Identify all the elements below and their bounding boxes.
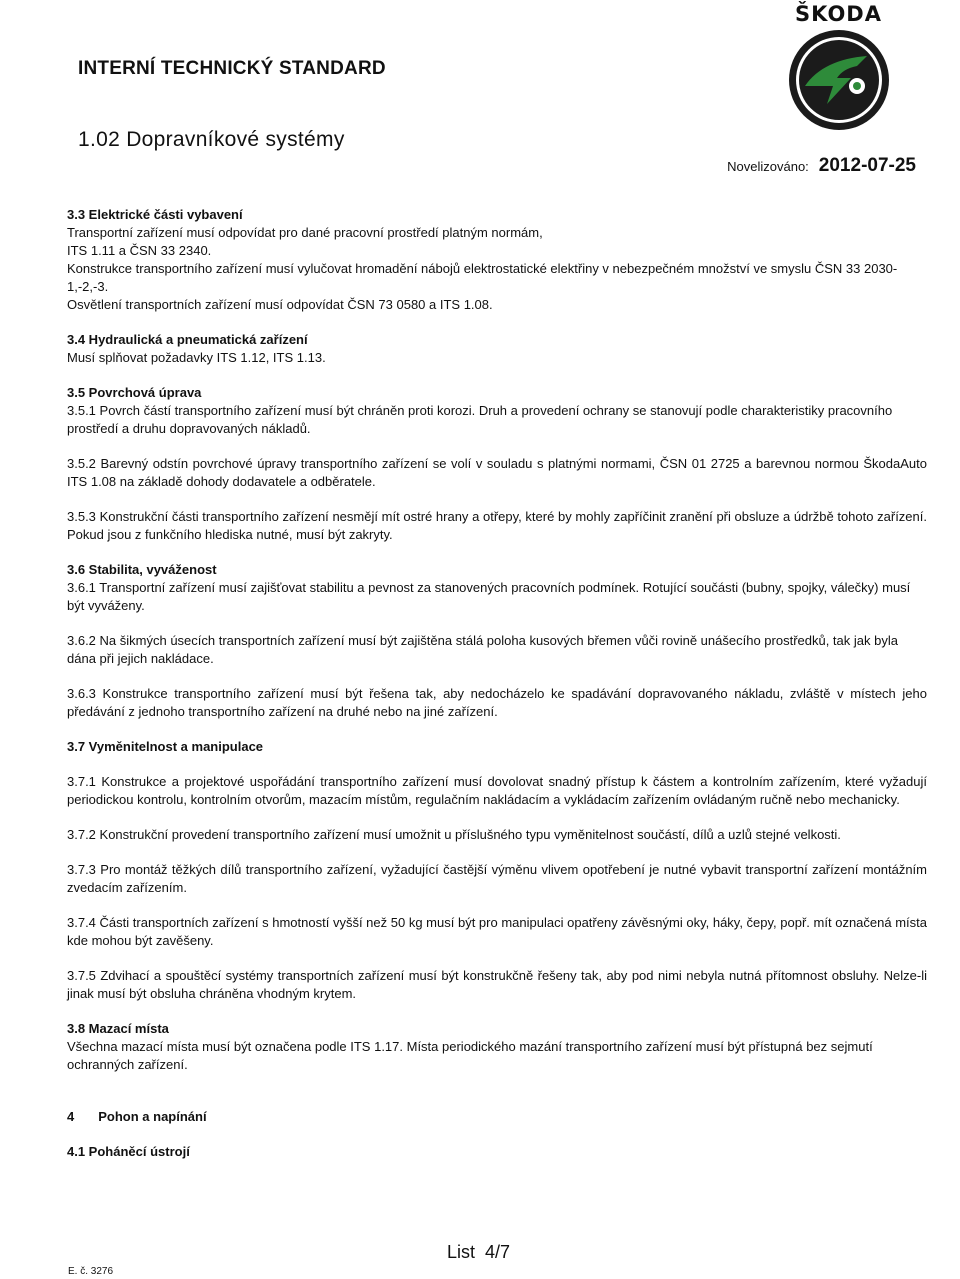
section-3-3-line-1: Transportní zařízení musí odpovídat pro dané pracovní prostředí platným normám, [67,225,543,240]
section-4-number: 4 [67,1109,75,1124]
document-title: 1.02 Dopravníkové systémy [78,128,345,151]
paragraph-3-6-2: 3.6.2 Na šikmých úsecích transportních zařízení musí být zajištěna stálá poloha kusových břemen vůči rovině unášecího prostředků, tak jak byla dána při jejich nakládace. [67,633,898,666]
paragraph-3-5-3: 3.5.3 Konstrukční části transportního zařízení nesmějí mít ostré hrany a otřepy, které by mohly zapříčinit zranění při obsluze a údržbě tohoto zařízení. Pokud jsou z funkčního hlediska nutné, musí být zakryty. [67,509,927,542]
section-3-8-text: Všechna mazací místa musí být označena podle ITS 1.17. Místa periodického mazání transportního zařízení musí být přístupná bez sejmutí ochranných zařízení. [67,1039,873,1072]
paragraph-3-5-1: 3.5.1 Povrch částí transportního zařízení musí být chráněn proti korozi. Druh a provedení ochrany se stanovují podle charakteristiky pracovního prostředí a druhu dopravovaných nákladů. [67,403,893,436]
skoda-logo-icon [787,28,891,132]
section-3-3-line-2: ITS 1.11 a ČSN 33 2340. [67,243,212,258]
document-number: E. č. 3276 [68,1266,114,1277]
brand-wordmark: ŠKODA [795,2,882,26]
paragraph-3-7-5: 3.7.5 Zdvihací a spouštěcí systémy transportních zařízení musí být konstrukčně řešeny tak, aby pod nimi nebyla nutná přítomnost obsluhy. Nelze-li jinak musí být obsluha chráněna vhodným krytem. [67,968,927,1001]
revised-date: 2012-07-25 [818,155,916,176]
section-heading-3-6: 3.6 Stabilita, vyváženost [67,562,217,577]
paragraph-3-6-3: 3.6.3 Konstrukce transportního zařízení musí být řešena tak, aby nedocházelo ke spadávání dopravovaného nákladu, zvláště v místech jeho předávání z jednoho transportního zařízení na druhé nebo na jiné zařízení. [67,686,927,719]
paragraph-3-7-2: 3.7.2 Konstrukční provedení transportního zařízení musí umožnit u příslušného typu vyměnitelnost součástí, dílů a uzlů stejné velkosti. [67,827,841,842]
document-body [67,206,927,1161]
section-heading-4-1: 4.1 Poháněcí ústrojí [67,1144,190,1159]
section-heading-3-5: 3.5 Povrchová úprava [67,385,202,400]
section-heading-4 [67,1108,927,1126]
section-heading-3-7: 3.7 Vyměnitelnost a manipulace [67,739,264,754]
section-3-3-line-4: Osvětlení transportních zařízení musí odpovídat ČSN 73 0580 a ITS 1.08. [67,297,493,312]
paragraph-3-7-4: 3.7.4 Části transportních zařízení s hmotností vyšší než 50 kg musí být pro manipulaci opatřeny závěsnými oky, háky, čepy, popř. mít označená místa kde mohou být zavěšeny. [67,915,927,948]
paragraph-3-7-3: 3.7.3 Pro montáž těžkých dílů transportního zařízení, vyžadující častější výměnu vlivem opotřebení je nutné vybavit transportní zařízení montážním zvedacím zařízením. [67,862,927,895]
section-3-4-text: Musí splňovat požadavky ITS 1.12, ITS 1.13. [67,350,326,365]
section-heading-3-4: 3.4 Hydraulická a pneumatická zařízení [67,332,308,347]
section-3-3-line-3: Konstrukce transportního zařízení musí vylučovat hromadění nábojů elektrostatické elektřiny v nebezpečném množství ve smyslu ČSN 33 2030-1,-2,-3. [67,261,898,294]
paragraph-3-5-2: 3.5.2 Barevný odstín povrchové úpravy transportního zařízení se volí v souladu s platnými normami, ČSN 01 2725 a barevnou normou ŠkodaAuto ITS 1.08 na základě dohody dodavatele a odběratele. [67,456,927,489]
section-heading-3-3: 3.3 Elektrické části vybavení [67,207,243,222]
revised-label: Novelizováno: [727,159,809,174]
section-heading-3-8: 3.8 Mazací místa [67,1021,169,1036]
revision-info [727,155,916,177]
paragraph-3-7-1: 3.7.1 Konstrukce a projektové uspořádání transportního zařízení musí dovolovat snadný přístup k částem a kontrolním zařízením, které vyžadují periodickou kontrolu, kontrolním otvorům, mazacím místům, regulačním nakládacím a vykládacím zařízením ovládaným ručně nebo mechanicky. [67,774,927,807]
section-4-title: Pohon a napínání [98,1109,207,1124]
paragraph-3-6-1: 3.6.1 Transportní zařízení musí zajišťovat stabilitu a pevnost za stanovených pracovních podmínek. Rotující součásti (bubny, spojky, válečky) musí být vyváženy. [67,580,911,613]
standard-title: INTERNÍ TECHNICKÝ STANDARD [78,58,386,79]
page-number: List 4/7 [447,1242,511,1262]
